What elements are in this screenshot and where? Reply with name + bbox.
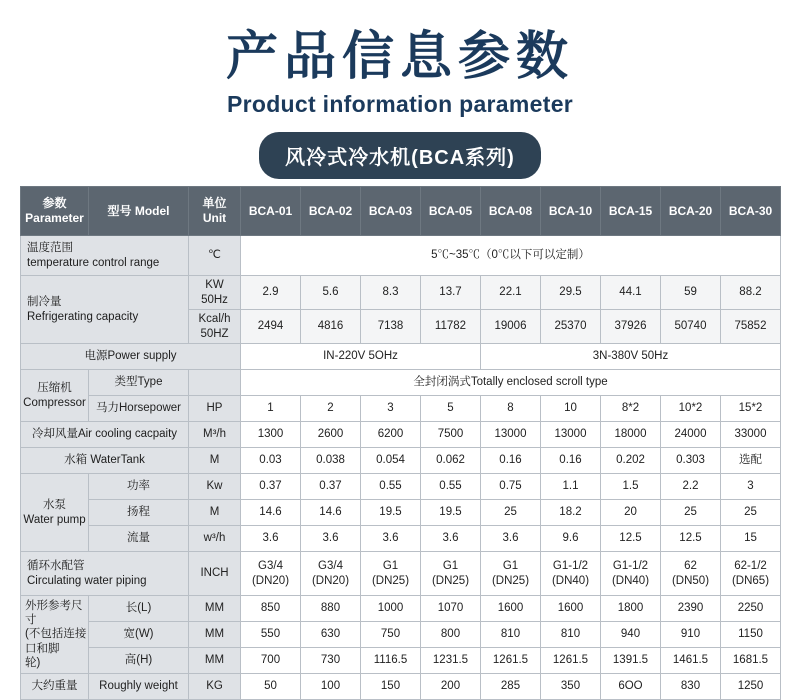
piping-1-bottom: (DN20) (311, 574, 350, 587)
waterpump-1-2: 19.5 (361, 500, 421, 526)
refrigerating-kw-0: 2.9 (241, 276, 301, 310)
piping-5 (541, 552, 601, 596)
piping-4-bottom: (DN25) (491, 574, 530, 587)
row-weight (21, 674, 781, 700)
aircooling-unit: M³/h (189, 422, 241, 448)
refrigerating-kcal-2: 7138 (361, 310, 421, 344)
waterpump-0-4: 0.75 (481, 474, 541, 500)
row-dimension-width (21, 622, 781, 648)
compressor-hp-8: 15*2 (721, 396, 781, 422)
head-model-3: BCA-05 (421, 187, 481, 236)
dimensions-0-4: 1600 (481, 596, 541, 622)
piping-0-bottom: (DN20) (251, 574, 290, 587)
weight-5: 350 (541, 674, 601, 700)
piping-6 (601, 552, 661, 596)
dimensions-1-3: 800 (421, 622, 481, 648)
head-model-6: BCA-15 (601, 187, 661, 236)
spec-table-wrap (20, 186, 780, 700)
waterpump-0-0: 0.37 (241, 474, 301, 500)
dimensions-2-4: 1261.5 (481, 648, 541, 674)
subtitle-wrap (0, 132, 800, 179)
piping-5-bottom: (DN40) (551, 574, 590, 587)
compressor-hp-1: 2 (301, 396, 361, 422)
dimensions-1-6: 940 (601, 622, 661, 648)
dimensions-sub-2-unit: MM (189, 648, 241, 674)
piping-8-bottom: (DN65) (731, 574, 770, 587)
aircooling-8: 33000 (721, 422, 781, 448)
row-refrigerating-kw (21, 276, 781, 310)
refrigerating-kcal-unit-a: Kcal/h (198, 313, 231, 326)
waterpump-sub-0-unit: Kw (189, 474, 241, 500)
temp-value: 5℃~35℃（0℃以下可以定制） (241, 236, 781, 276)
dimensions-sub-0-unit: MM (189, 596, 241, 622)
dimensions-2-5: 1261.5 (541, 648, 601, 674)
head-model: 型号 Model (89, 187, 189, 236)
waterpump-sub-2-name: 流量 (89, 526, 189, 552)
waterpump-2-2: 3.6 (361, 526, 421, 552)
watertank-4: 0.16 (481, 448, 541, 474)
compressor-type-value: 全封闭涡式Totally enclosed scroll type (241, 370, 781, 396)
table-head-row (21, 187, 781, 236)
piping-6-top: G1-1/2 (612, 560, 649, 573)
weight-8: 1250 (721, 674, 781, 700)
piping-4-top: G1 (502, 560, 519, 573)
row-water-tank (21, 448, 781, 474)
dimensions-label-l3: 轮) (25, 657, 41, 670)
piping-7-bottom: (DN50) (671, 574, 710, 587)
piping-1 (301, 552, 361, 596)
dimensions-0-0: 850 (241, 596, 301, 622)
weight-2: 150 (361, 674, 421, 700)
compressor-hp-unit: HP (189, 396, 241, 422)
compressor-hp-7: 10*2 (661, 396, 721, 422)
aircooling-1: 2600 (301, 422, 361, 448)
row-compressor-hp (21, 396, 781, 422)
refrigerating-kcal-4: 19006 (481, 310, 541, 344)
refrigerating-kw-unit (189, 276, 241, 310)
power-right: 3N-380V 50Hz (481, 344, 781, 370)
head-unit-en: Unit (202, 211, 227, 225)
refrigerating-kcal-0: 2494 (241, 310, 301, 344)
head-model-8: BCA-30 (721, 187, 781, 236)
waterpump-2-8: 15 (721, 526, 781, 552)
waterpump-2-6: 12.5 (601, 526, 661, 552)
refrigerating-kcal-5: 25370 (541, 310, 601, 344)
compressor-type-label: 类型Type (89, 370, 189, 396)
head-model-4: BCA-08 (481, 187, 541, 236)
weight-label-cn: 大约重量 (21, 674, 89, 700)
refrigerating-kcal-unit (189, 310, 241, 344)
watertank-label: 水箱 WaterTank (21, 448, 189, 474)
dimensions-0-8: 2250 (721, 596, 781, 622)
waterpump-0-6: 1.5 (601, 474, 661, 500)
compressor-hp-2: 3 (361, 396, 421, 422)
row-water-pump-flow (21, 526, 781, 552)
dimensions-2-1: 730 (301, 648, 361, 674)
refrigerating-kw-7: 59 (661, 276, 721, 310)
dimensions-1-7: 910 (661, 622, 721, 648)
compressor-hp-6: 8*2 (601, 396, 661, 422)
refrigerating-kcal-unit-b: 50HZ (200, 327, 229, 340)
row-compressor-type (21, 370, 781, 396)
page-title-en: Product information parameter (226, 90, 574, 117)
temp-label-en: temperature control range (27, 256, 160, 269)
dimensions-label-l1: 外形参考尺寸 (25, 599, 83, 626)
waterpump-sub-0-name: 功率 (89, 474, 189, 500)
waterpump-sub-1-name: 扬程 (89, 500, 189, 526)
power-left: IN-220V 5OHz (241, 344, 481, 370)
row-water-pump-power (21, 474, 781, 500)
dimensions-1-0: 550 (241, 622, 301, 648)
head-model-1: BCA-02 (301, 187, 361, 236)
dimensions-0-2: 1000 (361, 596, 421, 622)
piping-4 (481, 552, 541, 596)
piping-5-top: G1-1/2 (552, 560, 589, 573)
watertank-3: 0.062 (421, 448, 481, 474)
waterpump-2-0: 3.6 (241, 526, 301, 552)
waterpump-0-8: 3 (721, 474, 781, 500)
piping-7-top: 62 (684, 560, 697, 573)
waterpump-0-5: 1.1 (541, 474, 601, 500)
piping-6-bottom: (DN40) (611, 574, 650, 587)
refrigerating-kcal-7: 50740 (661, 310, 721, 344)
temp-label (21, 236, 189, 276)
compressor-label (21, 370, 89, 422)
refrigerating-kcal-1: 4816 (301, 310, 361, 344)
head-param: 参数Parameter (21, 187, 89, 236)
dimensions-2-8: 1681.5 (721, 648, 781, 674)
dimensions-1-8: 1150 (721, 622, 781, 648)
waterpump-label (21, 474, 89, 552)
compressor-hp-5: 10 (541, 396, 601, 422)
row-dimension-height (21, 648, 781, 674)
temp-label-cn: 温度范围 (27, 242, 73, 255)
compressor-hp-3: 5 (421, 396, 481, 422)
aircooling-3: 7500 (421, 422, 481, 448)
row-power-supply (21, 344, 781, 370)
compressor-type-unit (189, 370, 241, 396)
weight-1: 100 (301, 674, 361, 700)
dimensions-0-6: 1800 (601, 596, 661, 622)
row-dimension-length (21, 596, 781, 622)
dimensions-0-1: 880 (301, 596, 361, 622)
aircooling-label: 冷却风量Air cooling cacpaity (21, 422, 189, 448)
waterpump-1-0: 14.6 (241, 500, 301, 526)
aircooling-7: 24000 (661, 422, 721, 448)
head-model-0: BCA-01 (241, 187, 301, 236)
dimensions-0-5: 1600 (541, 596, 601, 622)
piping-label (21, 552, 189, 596)
waterpump-1-6: 20 (601, 500, 661, 526)
temp-unit: ℃ (189, 236, 241, 276)
piping-1-top: G3/4 (318, 560, 343, 573)
spec-table (20, 186, 781, 700)
weight-4: 285 (481, 674, 541, 700)
refrigerating-kw-unit-a: KW (205, 279, 224, 292)
dimensions-1-5: 810 (541, 622, 601, 648)
watertank-2: 0.054 (361, 448, 421, 474)
refrigerating-label (21, 276, 189, 344)
waterpump-0-3: 0.55 (421, 474, 481, 500)
weight-0: 50 (241, 674, 301, 700)
refrigerating-kw-8: 88.2 (721, 276, 781, 310)
dimensions-2-7: 1461.5 (661, 648, 721, 674)
waterpump-2-5: 9.6 (541, 526, 601, 552)
compressor-label-en: Compressor (23, 396, 86, 409)
waterpump-1-8: 25 (721, 500, 781, 526)
head-model-5: BCA-10 (541, 187, 601, 236)
aircooling-2: 6200 (361, 422, 421, 448)
waterpump-1-3: 19.5 (421, 500, 481, 526)
watertank-6: 0.202 (601, 448, 661, 474)
head-unit-cn: 单位 (202, 196, 227, 210)
dimensions-2-0: 700 (241, 648, 301, 674)
waterpump-2-3: 3.6 (421, 526, 481, 552)
dimensions-2-2: 1116.5 (361, 648, 421, 674)
dimensions-1-2: 750 (361, 622, 421, 648)
waterpump-sub-2-unit: w³/h (189, 526, 241, 552)
refrigerating-kw-4: 22.1 (481, 276, 541, 310)
dimensions-sub-1-name: 宽(W) (89, 622, 189, 648)
head-unit (189, 187, 241, 236)
piping-2 (361, 552, 421, 596)
piping-8-top: 62-1/2 (734, 560, 767, 573)
refrigerating-kw-5: 29.5 (541, 276, 601, 310)
refrigerating-label-cn: 制冷量 (27, 296, 62, 309)
waterpump-1-7: 25 (661, 500, 721, 526)
refrigerating-kw-3: 13.7 (421, 276, 481, 310)
row-air-cooling (21, 422, 781, 448)
waterpump-0-2: 0.55 (361, 474, 421, 500)
waterpump-0-1: 0.37 (301, 474, 361, 500)
refrigerating-label-en: Refrigerating capacity (27, 310, 139, 323)
piping-unit: INCH (189, 552, 241, 596)
weight-unit: KG (189, 674, 241, 700)
refrigerating-kcal-8: 75852 (721, 310, 781, 344)
page-header (0, 0, 800, 179)
dimensions-1-1: 630 (301, 622, 361, 648)
dimensions-2-6: 1391.5 (601, 648, 661, 674)
waterpump-1-4: 25 (481, 500, 541, 526)
dimensions-0-3: 1070 (421, 596, 481, 622)
waterpump-0-7: 2.2 (661, 474, 721, 500)
dimensions-1-4: 810 (481, 622, 541, 648)
waterpump-2-4: 3.6 (481, 526, 541, 552)
subtitle-badge: 风冷式冷水机(BCA系列) (259, 132, 541, 179)
row-water-pump-head (21, 500, 781, 526)
waterpump-label-cn: 水泵 (43, 499, 66, 512)
refrigerating-kw-1: 5.6 (301, 276, 361, 310)
weight-label-en: Roughly weight (89, 674, 189, 700)
weight-6: 6OO (601, 674, 661, 700)
piping-2-bottom: (DN25) (371, 574, 410, 587)
dimensions-label (21, 596, 89, 674)
piping-2-top: G1 (382, 560, 399, 573)
refrigerating-kcal-3: 11782 (421, 310, 481, 344)
compressor-hp-4: 8 (481, 396, 541, 422)
piping-label-cn: 循环水配管 (27, 560, 85, 573)
piping-label-en: Circulating water piping (27, 574, 147, 587)
waterpump-1-1: 14.6 (301, 500, 361, 526)
watertank-unit: M (189, 448, 241, 474)
dimensions-sub-0-name: 长(L) (89, 596, 189, 622)
head-model-2: BCA-03 (361, 187, 421, 236)
aircooling-4: 13000 (481, 422, 541, 448)
refrigerating-kw-6: 44.1 (601, 276, 661, 310)
waterpump-1-5: 18.2 (541, 500, 601, 526)
waterpump-sub-1-unit: M (189, 500, 241, 526)
aircooling-5: 13000 (541, 422, 601, 448)
weight-7: 830 (661, 674, 721, 700)
watertank-7: 0.303 (661, 448, 721, 474)
dimensions-sub-1-unit: MM (189, 622, 241, 648)
weight-3: 200 (421, 674, 481, 700)
dimensions-label-l2: (不包括连接口和脚 (25, 628, 87, 655)
watertank-1: 0.038 (301, 448, 361, 474)
watertank-0: 0.03 (241, 448, 301, 474)
watertank-8: 选配 (721, 448, 781, 474)
piping-7 (661, 552, 721, 596)
piping-3 (421, 552, 481, 596)
piping-3-top: G1 (442, 560, 459, 573)
dimensions-2-3: 1231.5 (421, 648, 481, 674)
row-temperature (21, 236, 781, 276)
aircooling-0: 1300 (241, 422, 301, 448)
head-model-7: BCA-20 (661, 187, 721, 236)
refrigerating-kw-unit-b: 50Hz (201, 293, 228, 306)
dimensions-0-7: 2390 (661, 596, 721, 622)
compressor-hp-label: 马力Horsepower (89, 396, 189, 422)
piping-8 (721, 552, 781, 596)
watertank-5: 0.16 (541, 448, 601, 474)
piping-0-top: G3/4 (258, 560, 283, 573)
page-title-cn: 产品信息参数 (225, 28, 574, 86)
compressor-hp-0: 1 (241, 396, 301, 422)
waterpump-2-7: 12.5 (661, 526, 721, 552)
power-label: 电源Power supply (21, 344, 241, 370)
dimensions-sub-2-name: 高(H) (89, 648, 189, 674)
piping-0 (241, 552, 301, 596)
waterpump-2-1: 3.6 (301, 526, 361, 552)
aircooling-6: 18000 (601, 422, 661, 448)
refrigerating-kcal-6: 37926 (601, 310, 661, 344)
refrigerating-kw-2: 8.3 (361, 276, 421, 310)
compressor-label-cn: 压缩机 (37, 382, 72, 395)
row-piping (21, 552, 781, 596)
waterpump-label-en: Water pump (23, 513, 86, 526)
piping-3-bottom: (DN25) (431, 574, 470, 587)
